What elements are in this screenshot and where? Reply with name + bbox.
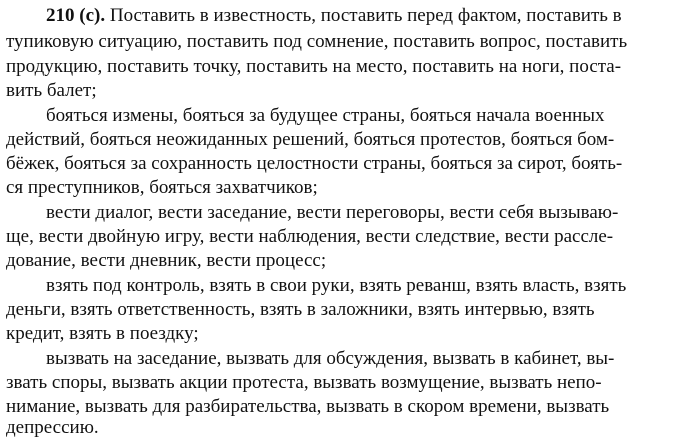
exercise-line-18: депрессию. xyxy=(6,417,99,438)
exercise-line-5: бояться измены, бояться за будущее страны, бояться начала военных xyxy=(46,105,605,126)
exercise-line-17: нимание, вызвать для разбирательства, вызвать в скором времени, вызвать xyxy=(6,396,610,417)
exercise-line-6: действий, бояться неожиданных решений, бояться протестов, бояться бом- xyxy=(6,129,615,150)
exercise-line-1 xyxy=(46,4,622,28)
exercise-line-16: звать споры, вызвать акции протеста, вызвать возмущение, вызвать непо- xyxy=(6,372,602,393)
exercise-line-12: взять под контроль, взять в свои руки, взять реванш, взять власть, взять xyxy=(46,275,627,296)
exercise-number: 210 (с). xyxy=(46,5,106,26)
exercise-line-8: ся преступников, бояться захватчиков; xyxy=(6,177,318,198)
exercise-text-line: Поставить в известность, поставить перед фактом, поставить в xyxy=(109,5,622,26)
exercise-line-3: продукцию, поставить точку, поставить на место, поставить на ноги, поста- xyxy=(6,56,622,77)
exercise-line-4: вить балет; xyxy=(6,80,97,101)
exercise-line-9: вести диалог, вести заседание, вести переговоры, вести себя вызываю- xyxy=(46,202,619,223)
exercise-line-11: дование, вести дневник, вести процесс; xyxy=(6,250,327,271)
exercise-line-13: деньги, взять ответственность, взять в заложники, взять интервью, взять xyxy=(6,299,595,320)
exercise-line-7: бёжек, бояться за сохранность целостности страны, бояться за сирот, боять- xyxy=(6,153,623,174)
exercise-line-2: тупиковую ситуацию, поставить под сомнение, поставить вопрос, поставить xyxy=(6,31,628,52)
exercise-line-10: ще, вести двойную игру, вести наблюдения, вести следствие, вести рассле- xyxy=(6,226,614,247)
exercise-line-15: вызвать на заседание, вызвать для обсуждения, вызвать в кабинет, вы- xyxy=(46,348,615,369)
exercise-line-14: кредит, взять в поездку; xyxy=(6,323,199,344)
